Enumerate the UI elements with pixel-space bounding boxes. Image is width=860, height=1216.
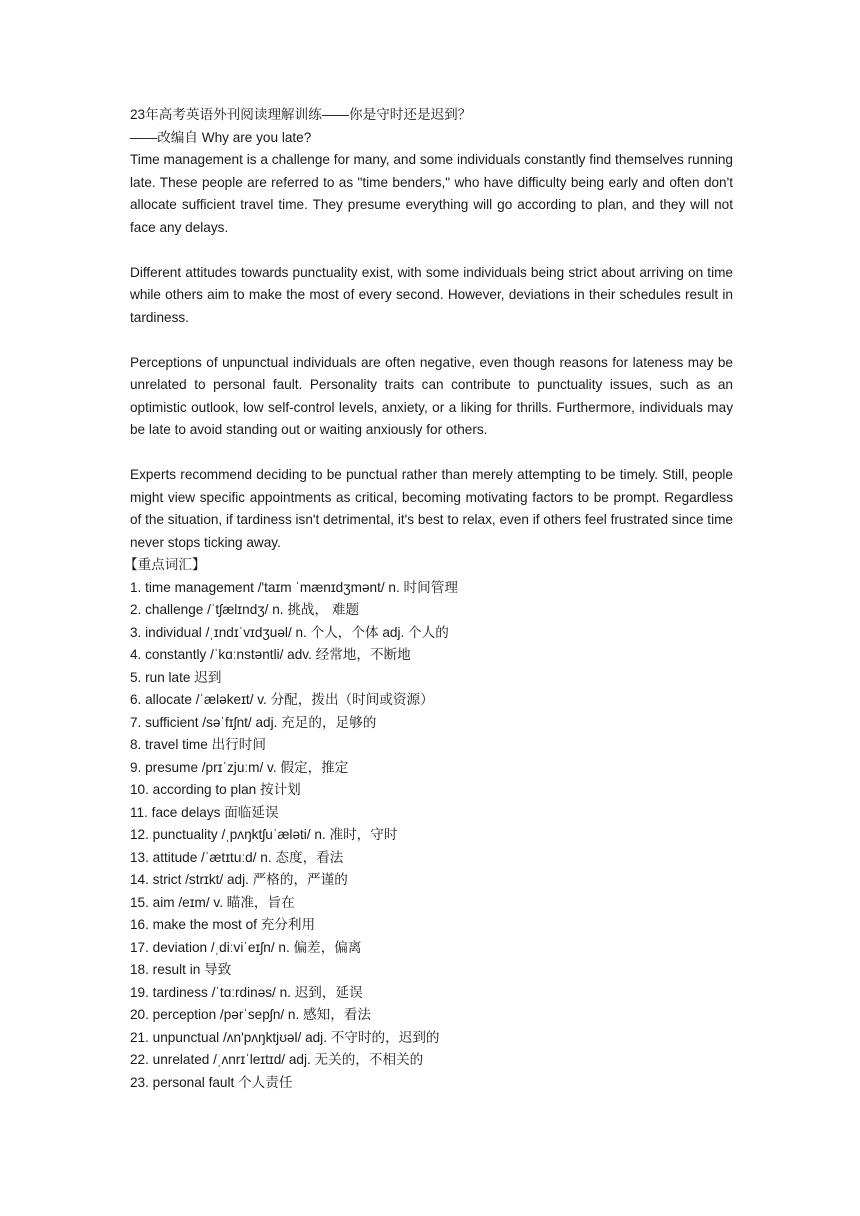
paragraph-gap <box>130 442 733 465</box>
vocab-item: 2. challenge /ˈtʃælɪndʒ/ n. 挑战， 难题 <box>130 602 360 617</box>
paragraph: Different attitudes towards punctuality exist, with some individuals being strict about arriving on time while others aim to make the most of every second. However, deviations in their schedules result in tardiness. <box>130 264 733 325</box>
vocab-list <box>130 577 733 1095</box>
paragraph: Time management is a challenge for many, and some individuals constantly find themselves running late. These people are referred to as "time benders," who have difficulty being early and often don't allocate sufficient travel time. They presume everything will go according to plan, and they will not face any delays. <box>130 152 733 235</box>
vocab-item: 13. attitude /ˈætɪtuːd/ n. 态度，看法 <box>130 849 344 865</box>
vocab-item: 14. strict /strɪkt/ adj. 严格的，严谨的 <box>130 872 348 887</box>
vocab-item: 6. allocate /ˈæləkeɪt/ v. 分配，拨出（时间或资源） <box>130 692 434 707</box>
vocab-item: 4. constantly /ˈkɑːnstəntli/ adv. 经常地，不断地 <box>130 647 411 662</box>
vocab-item: 8. travel time 出行时间 <box>130 737 266 752</box>
vocab-item: 19. tardiness /ˈtɑːrdinəs/ n. 迟到，延误 <box>130 984 363 1000</box>
vocab-item: 5. run late 迟到 <box>130 669 222 685</box>
vocab-item: 20. perception /pərˈsepʃn/ n. 感知，看法 <box>130 1007 372 1022</box>
document-title: 23年高考英语外刊阅读理解训练——你是守时还是迟到？ <box>130 107 472 122</box>
vocab-item: 12. punctuality /ˌpʌŋktʃuˈæləti/ n. 准时，守时 <box>130 827 398 842</box>
vocab-item: 7. sufficient /səˈfɪʃnt/ adj. 充足的，足够的 <box>130 714 377 730</box>
vocab-item: 18. result in 导致 <box>130 962 232 977</box>
vocab-item: 16. make the most of 充分利用 <box>130 917 316 932</box>
vocab-item: 22. unrelated /ˌʌnrɪˈleɪtɪd/ adj. 无关的，不相关的 <box>130 1052 424 1067</box>
paragraph: Experts recommend deciding to be punctual rather than merely attempting to be timely. Still, people might view specific appointments as critical, becoming motivating factors to be prompt. Regardless of the situation, if tardiness isn't detrimental, it's best to relax, even if others feel frustrated since time never stops ticking away. <box>130 467 733 550</box>
document-subtitle: ——改编自 Why are you late? <box>130 129 312 145</box>
paragraph-gap <box>130 329 733 352</box>
paragraph: Perceptions of unpunctual individuals are often negative, even though reasons for lateness may be unrelated to personal fault. Personality traits can contribute to punctuality issues, such as an optimistic outlook, low self-control levels, anxiety, or a liking for thrills. Furthermore, individuals may be late to avoid standing out or waiting anxiously for others. <box>130 354 733 437</box>
vocab-item: 11. face delays 面临延误 <box>130 804 279 820</box>
paragraph-gap <box>130 239 733 262</box>
vocab-item: 21. unpunctual /ʌn'pʌŋktjʊəl/ adj. 不守时的，迟到的 <box>130 1029 440 1045</box>
vocab-item: 9. presume /prɪˈzjuːm/ v. 假定，推定 <box>130 759 349 775</box>
document-page <box>124 104 733 1094</box>
vocab-section-heading: 【重点词汇】 <box>124 557 206 572</box>
vocab-item: 3. individual /ˌɪndɪˈvɪdʒuəl/ n. 个人，个体 adj. 个人的 <box>130 624 449 640</box>
vocab-item: 23. personal fault 个人责任 <box>130 1074 293 1090</box>
vocab-item: 10. according to plan 按计划 <box>130 782 301 797</box>
vocab-item: 1. time management /'taɪm ˈmænɪdʒmənt/ n. 时间管理 <box>130 579 458 595</box>
vocab-item: 17. deviation /ˌdiːviˈeɪʃn/ n. 偏差，偏离 <box>130 939 362 955</box>
vocab-item: 15. aim /eɪm/ v. 瞄准，旨在 <box>130 894 295 910</box>
